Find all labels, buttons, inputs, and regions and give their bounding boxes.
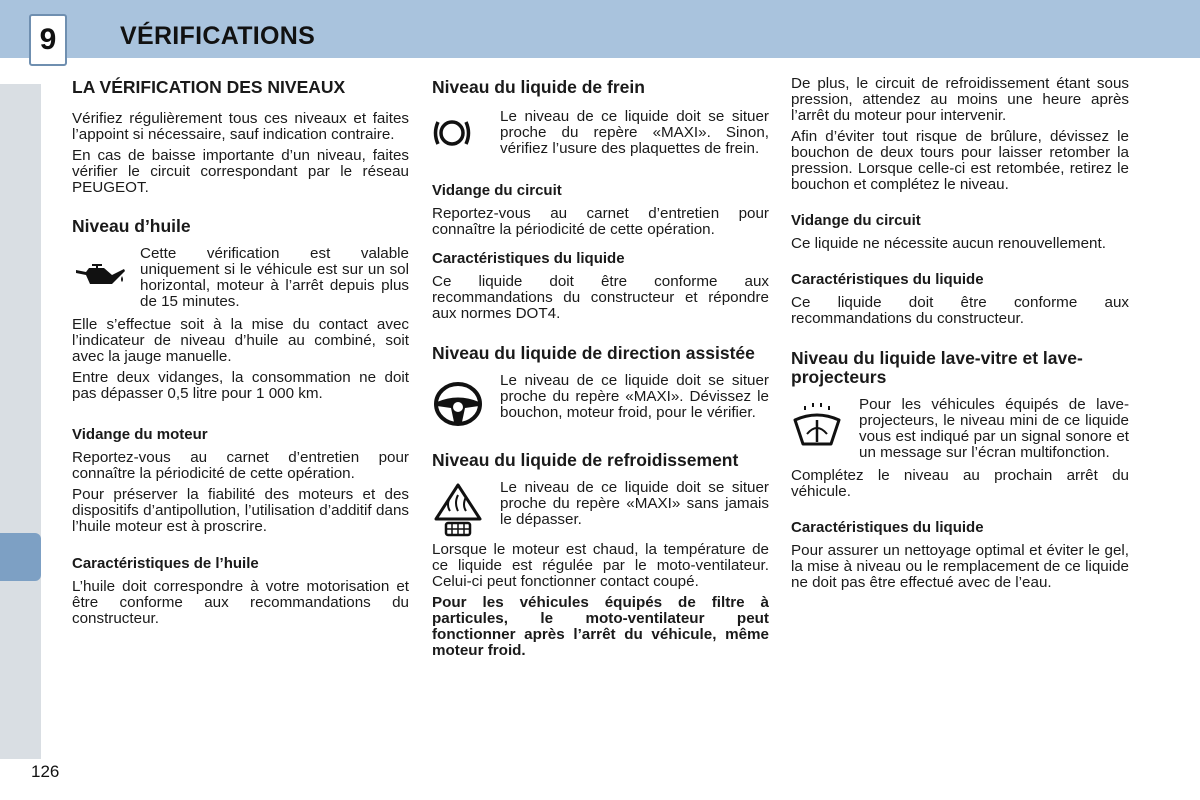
subheading-engine-drain: Vidange du moteur: [72, 426, 208, 443]
steering-icon-block: [432, 373, 769, 435]
coolant-icon-block: [432, 480, 769, 540]
section-heading-coolant: Niveau du liquide de refroidissement: [432, 450, 739, 470]
steering-icon-text: Le niveau de ce liquide doit se situer proche du repère «MAXI». Dévissez le bouchon, moteur froid, pour le vérifier.: [500, 372, 769, 421]
oil-characteristics-paragraph: L’huile doit correspondre à votre motorisation et être conforme aux recommandations du constructeur.: [72, 578, 409, 627]
page-number: 126: [31, 762, 60, 781]
oil-paragraph-2: Entre deux vidanges, la consommation ne doit pas dépasser 0,5 litre pour 1 000 km.: [72, 369, 409, 402]
subheading-washer-characteristics: Caractéristiques du liquide: [791, 519, 984, 536]
windscreen-washer-icon: [791, 397, 859, 453]
brake-characteristics-paragraph: Ce liquide doit être conforme aux recommandations du constructeur et répondre aux normes DOT4.: [432, 273, 769, 322]
section-heading-brake: Niveau du liquide de frein: [432, 77, 645, 97]
chapter-tab: [29, 14, 67, 66]
coolant-warning-icon: [432, 480, 500, 540]
section-heading-oil: Niveau d’huile: [72, 216, 191, 236]
subheading-brake-characteristics: Caractéristiques du liquide: [432, 250, 625, 267]
intro-paragraph-2: En cas de baisse importante d’un niveau, faites vérifier le circuit correspondant par le réseau PEUGEOT.: [72, 147, 409, 196]
washer-icon-text: Pour les véhicules équipés de lave-projecteurs, le niveau mini de ce liquide vous est indiqué par un signal sonore et un message sur l’écran multifonction.: [859, 396, 1129, 461]
coolant-paragraph-bold: Pour les véhicules équipés de filtre à particules, le moto-ventilateur peut fonctionner après l’arrêt du véhicule, même moteur froid.: [432, 594, 769, 659]
subheading-brake-drain: Vidange du circuit: [432, 182, 562, 199]
coolant-icon-text: Le niveau de ce liquide doit se situer proche du repère «MAXI» sans jamais le dépasser.: [500, 479, 769, 528]
side-strip: [0, 84, 41, 759]
brake-icon-text: Le niveau de ce liquide doit se situer proche du repère «MAXI». Sinon, vérifiez l’usure des plaquettes de frein.: [500, 108, 769, 157]
washer-paragraph: Complétez le niveau au prochain arrêt du véhicule.: [791, 467, 1129, 500]
washer-icon-block: [791, 397, 1129, 466]
oil-can-icon: [72, 246, 140, 306]
column-3: [791, 76, 1129, 596]
section-heading-washer: Niveau du liquide lave-vitre et lave-projecteurs: [791, 348, 1083, 387]
coolant-paragraph-1: Lorsque le moteur est chaud, la température de ce liquide est régulée par le moto-ventilateur. Celui-ci peut fonctionner contact coupé.: [432, 541, 769, 590]
intro-paragraph-1: Vérifiez régulièrement tous ces niveaux et faites l’appoint si nécessaire, sauf indication contraire.: [72, 110, 409, 143]
brake-warning-icon: [432, 109, 500, 157]
coolant-characteristics-paragraph: Ce liquide doit être conforme aux recommandations du constructeur.: [791, 294, 1129, 327]
washer-characteristics-paragraph: Pour assurer un nettoyage optimal et éviter le gel, la mise à niveau ou le remplacement de ce liquide ne doit pas être effectué avec de l’eau.: [791, 542, 1129, 591]
section-heading-levels: LA VÉRIFICATION DES NIVEAUX: [72, 77, 346, 97]
drain-paragraph-2: Pour préserver la fiabilité des moteurs et des dispositifs d’antipollution, l’utilisation d’additif dans l’huile moteur est à proscrire.: [72, 486, 409, 535]
page-title: VÉRIFICATIONS: [120, 22, 316, 50]
oil-paragraph-1: Elle s’effectue soit à la mise du contact avec l’indicateur de niveau d’huile au combiné, soit avec la jauge manuelle.: [72, 316, 409, 365]
subheading-coolant-characteristics: Caractéristiques du liquide: [791, 271, 984, 288]
column-1: [72, 76, 409, 632]
drain-paragraph-1: Reportez-vous au carnet d’entretien pour connaître la périodicité de cette opération.: [72, 449, 409, 482]
subheading-coolant-drain: Vidange du circuit: [791, 212, 921, 229]
column-2: [432, 76, 769, 664]
subheading-oil-characteristics: Caractéristiques de l’huile: [72, 555, 259, 572]
coolant-continued-paragraph-2: Afin d’éviter tout risque de brûlure, dévissez le bouchon de deux tours pour laisser retomber la pression. Lorsque celle-ci est retombée, retirez le bouchon et complétez le niveau.: [791, 128, 1129, 193]
oil-icon-block: [72, 246, 409, 315]
section-heading-steering: Niveau du liquide de direction assistée: [432, 343, 755, 363]
steering-wheel-icon: [432, 373, 500, 435]
coolant-drain-paragraph: Ce liquide ne nécessite aucun renouvellement.: [791, 235, 1106, 252]
oil-icon-text: Cette vérification est valable uniquement si le véhicule est sur un sol horizontal, moteur à l’arrêt depuis plus de 15 minutes.: [140, 245, 409, 310]
coolant-continued-paragraph-1: De plus, le circuit de refroidissement étant sous pression, attendez au moins une heure après l’arrêt du moteur pour intervenir.: [791, 75, 1129, 124]
brake-drain-paragraph: Reportez-vous au carnet d’entretien pour connaître la périodicité de cette opération.: [432, 205, 769, 238]
side-chapter-marker: [0, 533, 41, 581]
brake-icon-block: [432, 109, 769, 162]
chapter-number: 9: [39, 23, 57, 56]
